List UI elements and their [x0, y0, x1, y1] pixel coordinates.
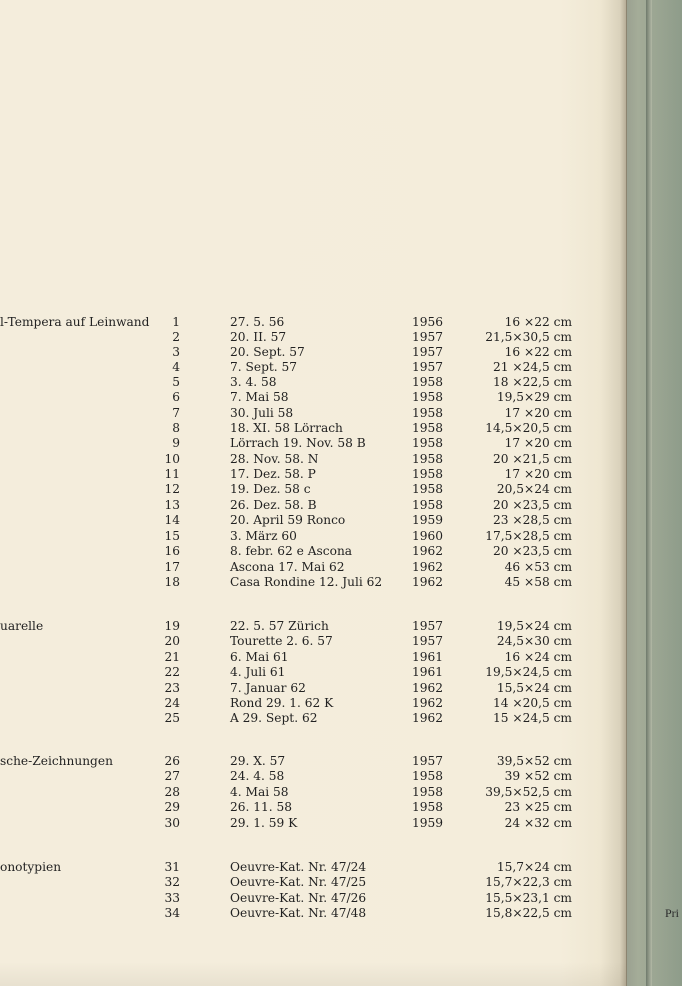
row-year: 1957 [412, 619, 444, 633]
row-number: 31 [164, 860, 180, 874]
row-title: 7. Januar 62 [230, 681, 306, 695]
row-number: 12 [164, 482, 180, 496]
row-size: 20 ×21,5 cm [493, 452, 572, 466]
row-size: 20 ×23,5 cm [493, 544, 572, 558]
catalog-row [0, 330, 626, 345]
back-page-text: Pri [665, 906, 680, 920]
row-size: 15 ×24,5 cm [493, 711, 572, 725]
catalog-row [0, 482, 626, 497]
row-title: 8. febr. 62 e Ascona [230, 544, 353, 558]
row-title: Oeuvre-Kat. Nr. 47/26 [230, 891, 367, 905]
row-title: 20. April 59 Ronco [230, 513, 346, 527]
row-size: 24 ×32 cm [504, 816, 572, 830]
row-category: sche-Zeichnungen [0, 754, 113, 768]
row-year: 1959 [412, 816, 444, 830]
row-title: 4. Mai 58 [230, 785, 289, 799]
row-title: A 29. Sept. 62 [230, 711, 318, 725]
catalog-row [0, 681, 626, 696]
row-size: 23 ×28,5 cm [493, 513, 572, 527]
row-title: 3. März 60 [230, 529, 297, 543]
row-number: 9 [172, 436, 180, 450]
row-title: 17. Dez. 58. P [230, 467, 316, 481]
row-title: 27. 5. 56 [230, 315, 285, 329]
catalog-row [0, 421, 626, 436]
row-size: 45 ×58 cm [504, 575, 572, 589]
row-number: 34 [164, 906, 180, 920]
row-number: 27 [164, 769, 180, 783]
row-title: Tourette 2. 6. 57 [230, 634, 333, 648]
row-number: 6 [172, 390, 180, 404]
row-year: 1962 [412, 575, 444, 589]
row-number: 30 [164, 816, 180, 830]
catalog-row [0, 452, 626, 467]
catalog-row [0, 436, 626, 451]
row-title: 29. 1. 59 K [230, 816, 298, 830]
row-year: 1958 [412, 375, 444, 389]
catalog-row [0, 513, 626, 528]
row-size: 20 ×23,5 cm [493, 498, 572, 512]
row-year: 1958 [412, 436, 444, 450]
row-number: 7 [172, 406, 180, 420]
page-shadow [0, 962, 626, 986]
row-number: 32 [164, 875, 180, 889]
row-size: 24,5×30 cm [496, 634, 572, 648]
row-number: 19 [164, 619, 180, 633]
row-number: 23 [164, 681, 180, 695]
row-size: 19,5×24,5 cm [485, 665, 572, 679]
row-size: 17 ×20 cm [504, 436, 572, 450]
row-category: l-Tempera auf Leinwand [0, 315, 150, 329]
row-year: 1958 [412, 482, 444, 496]
row-year: 1962 [412, 711, 444, 725]
row-number: 28 [164, 785, 180, 799]
row-category: onotypien [0, 860, 62, 874]
catalog-row [0, 769, 626, 784]
catalog-row [0, 891, 626, 906]
row-number: 2 [172, 330, 180, 344]
row-year: 1958 [412, 406, 444, 420]
catalog-row [0, 816, 626, 831]
row-title: 4. Juli 61 [230, 665, 286, 679]
row-size: 39,5×52 cm [496, 754, 572, 768]
row-title: Lörrach 19. Nov. 58 B [230, 436, 366, 450]
row-size: 17,5×28,5 cm [485, 529, 572, 543]
row-size: 15,8×22,5 cm [485, 906, 572, 920]
row-size: 46 ×53 cm [504, 560, 572, 574]
row-title: 20. II. 57 [230, 330, 287, 344]
row-title: 18. XI. 58 Lörrach [230, 421, 343, 435]
catalog-row [0, 906, 626, 921]
row-title: 24. 4. 58 [230, 769, 285, 783]
row-number: 4 [172, 360, 180, 374]
row-year: 1956 [412, 315, 444, 329]
catalog-row [0, 754, 626, 769]
row-number: 24 [164, 696, 180, 710]
row-number: 16 [164, 544, 180, 558]
row-number: 3 [172, 345, 180, 359]
row-title: 6. Mai 61 [230, 650, 289, 664]
row-year: 1958 [412, 769, 444, 783]
row-size: 17 ×20 cm [504, 467, 572, 481]
row-title: 22. 5. 57 Zürich [230, 619, 329, 633]
row-title: Oeuvre-Kat. Nr. 47/24 [230, 860, 367, 874]
row-year: 1958 [412, 390, 444, 404]
row-number: 33 [164, 891, 180, 905]
catalog-row [0, 800, 626, 815]
catalog-row [0, 375, 626, 390]
catalog-row [0, 467, 626, 482]
row-size: 14 ×20,5 cm [493, 696, 572, 710]
row-title: 30. Juli 58 [230, 406, 294, 420]
row-number: 13 [164, 498, 180, 512]
back-page [618, 0, 682, 986]
catalog-row [0, 406, 626, 421]
row-year: 1958 [412, 785, 444, 799]
row-size: 15,5×23,1 cm [485, 891, 572, 905]
row-number: 10 [164, 452, 180, 466]
row-size: 18 ×22,5 cm [493, 375, 572, 389]
catalog-row [0, 650, 626, 665]
row-size: 19,5×29 cm [496, 390, 572, 404]
row-title: 20. Sept. 57 [230, 345, 305, 359]
row-year: 1962 [412, 544, 444, 558]
row-number: 5 [172, 375, 180, 389]
catalog-row [0, 665, 626, 680]
row-year: 1962 [412, 560, 444, 574]
row-size: 21,5×30,5 cm [485, 330, 572, 344]
row-number: 18 [164, 575, 180, 589]
catalog-row [0, 345, 626, 360]
row-size: 15,7×22,3 cm [485, 875, 572, 889]
row-year: 1957 [412, 634, 444, 648]
row-title: 3. 4. 58 [230, 375, 277, 389]
row-title: Ascona 17. Mai 62 [230, 560, 345, 574]
row-size: 15,7×24 cm [496, 860, 572, 874]
row-year: 1961 [412, 665, 444, 679]
catalog-row [0, 544, 626, 559]
row-year: 1961 [412, 650, 444, 664]
row-size: 14,5×20,5 cm [485, 421, 572, 435]
row-title: 19. Dez. 58 c [230, 482, 311, 496]
catalog-row [0, 390, 626, 405]
row-size: 21 ×24,5 cm [493, 360, 572, 374]
row-year: 1962 [412, 696, 444, 710]
catalog-row [0, 498, 626, 513]
row-number: 21 [164, 650, 180, 664]
row-size: 15,5×24 cm [496, 681, 572, 695]
row-size: 16 ×22 cm [504, 345, 572, 359]
row-title: 7. Sept. 57 [230, 360, 298, 374]
row-number: 1 [172, 315, 180, 329]
row-title: Rond 29. 1. 62 K [230, 696, 334, 710]
row-year: 1958 [412, 421, 444, 435]
row-number: 8 [172, 421, 180, 435]
catalog-row [0, 875, 626, 890]
catalog-row [0, 711, 626, 726]
row-year: 1958 [412, 467, 444, 481]
row-number: 15 [164, 529, 180, 543]
row-year: 1960 [412, 529, 444, 543]
row-title: 7. Mai 58 [230, 390, 289, 404]
row-size: 16 ×24 cm [504, 650, 572, 664]
row-size: 39,5×52,5 cm [485, 785, 572, 799]
back-page-edge [646, 0, 652, 986]
row-size: 17 ×20 cm [504, 406, 572, 420]
row-year: 1962 [412, 681, 444, 695]
row-size: 39 ×52 cm [504, 769, 572, 783]
row-number: 29 [164, 800, 180, 814]
row-year: 1957 [412, 330, 444, 344]
row-title: 29. X. 57 [230, 754, 286, 768]
catalog-row [0, 560, 626, 575]
row-size: 16 ×22 cm [504, 315, 572, 329]
catalog-row [0, 634, 626, 649]
catalog-row [0, 619, 626, 634]
catalog-row [0, 696, 626, 711]
row-number: 11 [164, 467, 180, 481]
row-number: 22 [164, 665, 180, 679]
row-title: Casa Rondine 12. Juli 62 [230, 575, 383, 589]
row-title: 26. Dez. 58. B [230, 498, 317, 512]
catalog-row [0, 860, 626, 875]
catalog-row [0, 785, 626, 800]
row-year: 1957 [412, 345, 444, 359]
row-size: 20,5×24 cm [496, 482, 572, 496]
row-number: 20 [164, 634, 180, 648]
row-year: 1957 [412, 360, 444, 374]
catalog-row [0, 529, 626, 544]
row-year: 1958 [412, 452, 444, 466]
row-title: Oeuvre-Kat. Nr. 47/25 [230, 875, 367, 889]
row-number: 14 [164, 513, 180, 527]
catalog-row [0, 315, 626, 330]
row-year: 1958 [412, 800, 444, 814]
row-title: Oeuvre-Kat. Nr. 47/48 [230, 906, 367, 920]
catalog-row [0, 575, 626, 590]
row-number: 25 [164, 711, 180, 725]
row-year: 1959 [412, 513, 444, 527]
row-category: uarelle [0, 619, 44, 633]
row-number: 17 [164, 560, 180, 574]
row-title: 28. Nov. 58. N [230, 452, 319, 466]
row-number: 26 [164, 754, 180, 768]
row-size: 19,5×24 cm [496, 619, 572, 633]
row-year: 1958 [412, 498, 444, 512]
row-year: 1957 [412, 754, 444, 768]
catalog-row [0, 360, 626, 375]
row-size: 23 ×25 cm [504, 800, 572, 814]
row-title: 26. 11. 58 [230, 800, 293, 814]
